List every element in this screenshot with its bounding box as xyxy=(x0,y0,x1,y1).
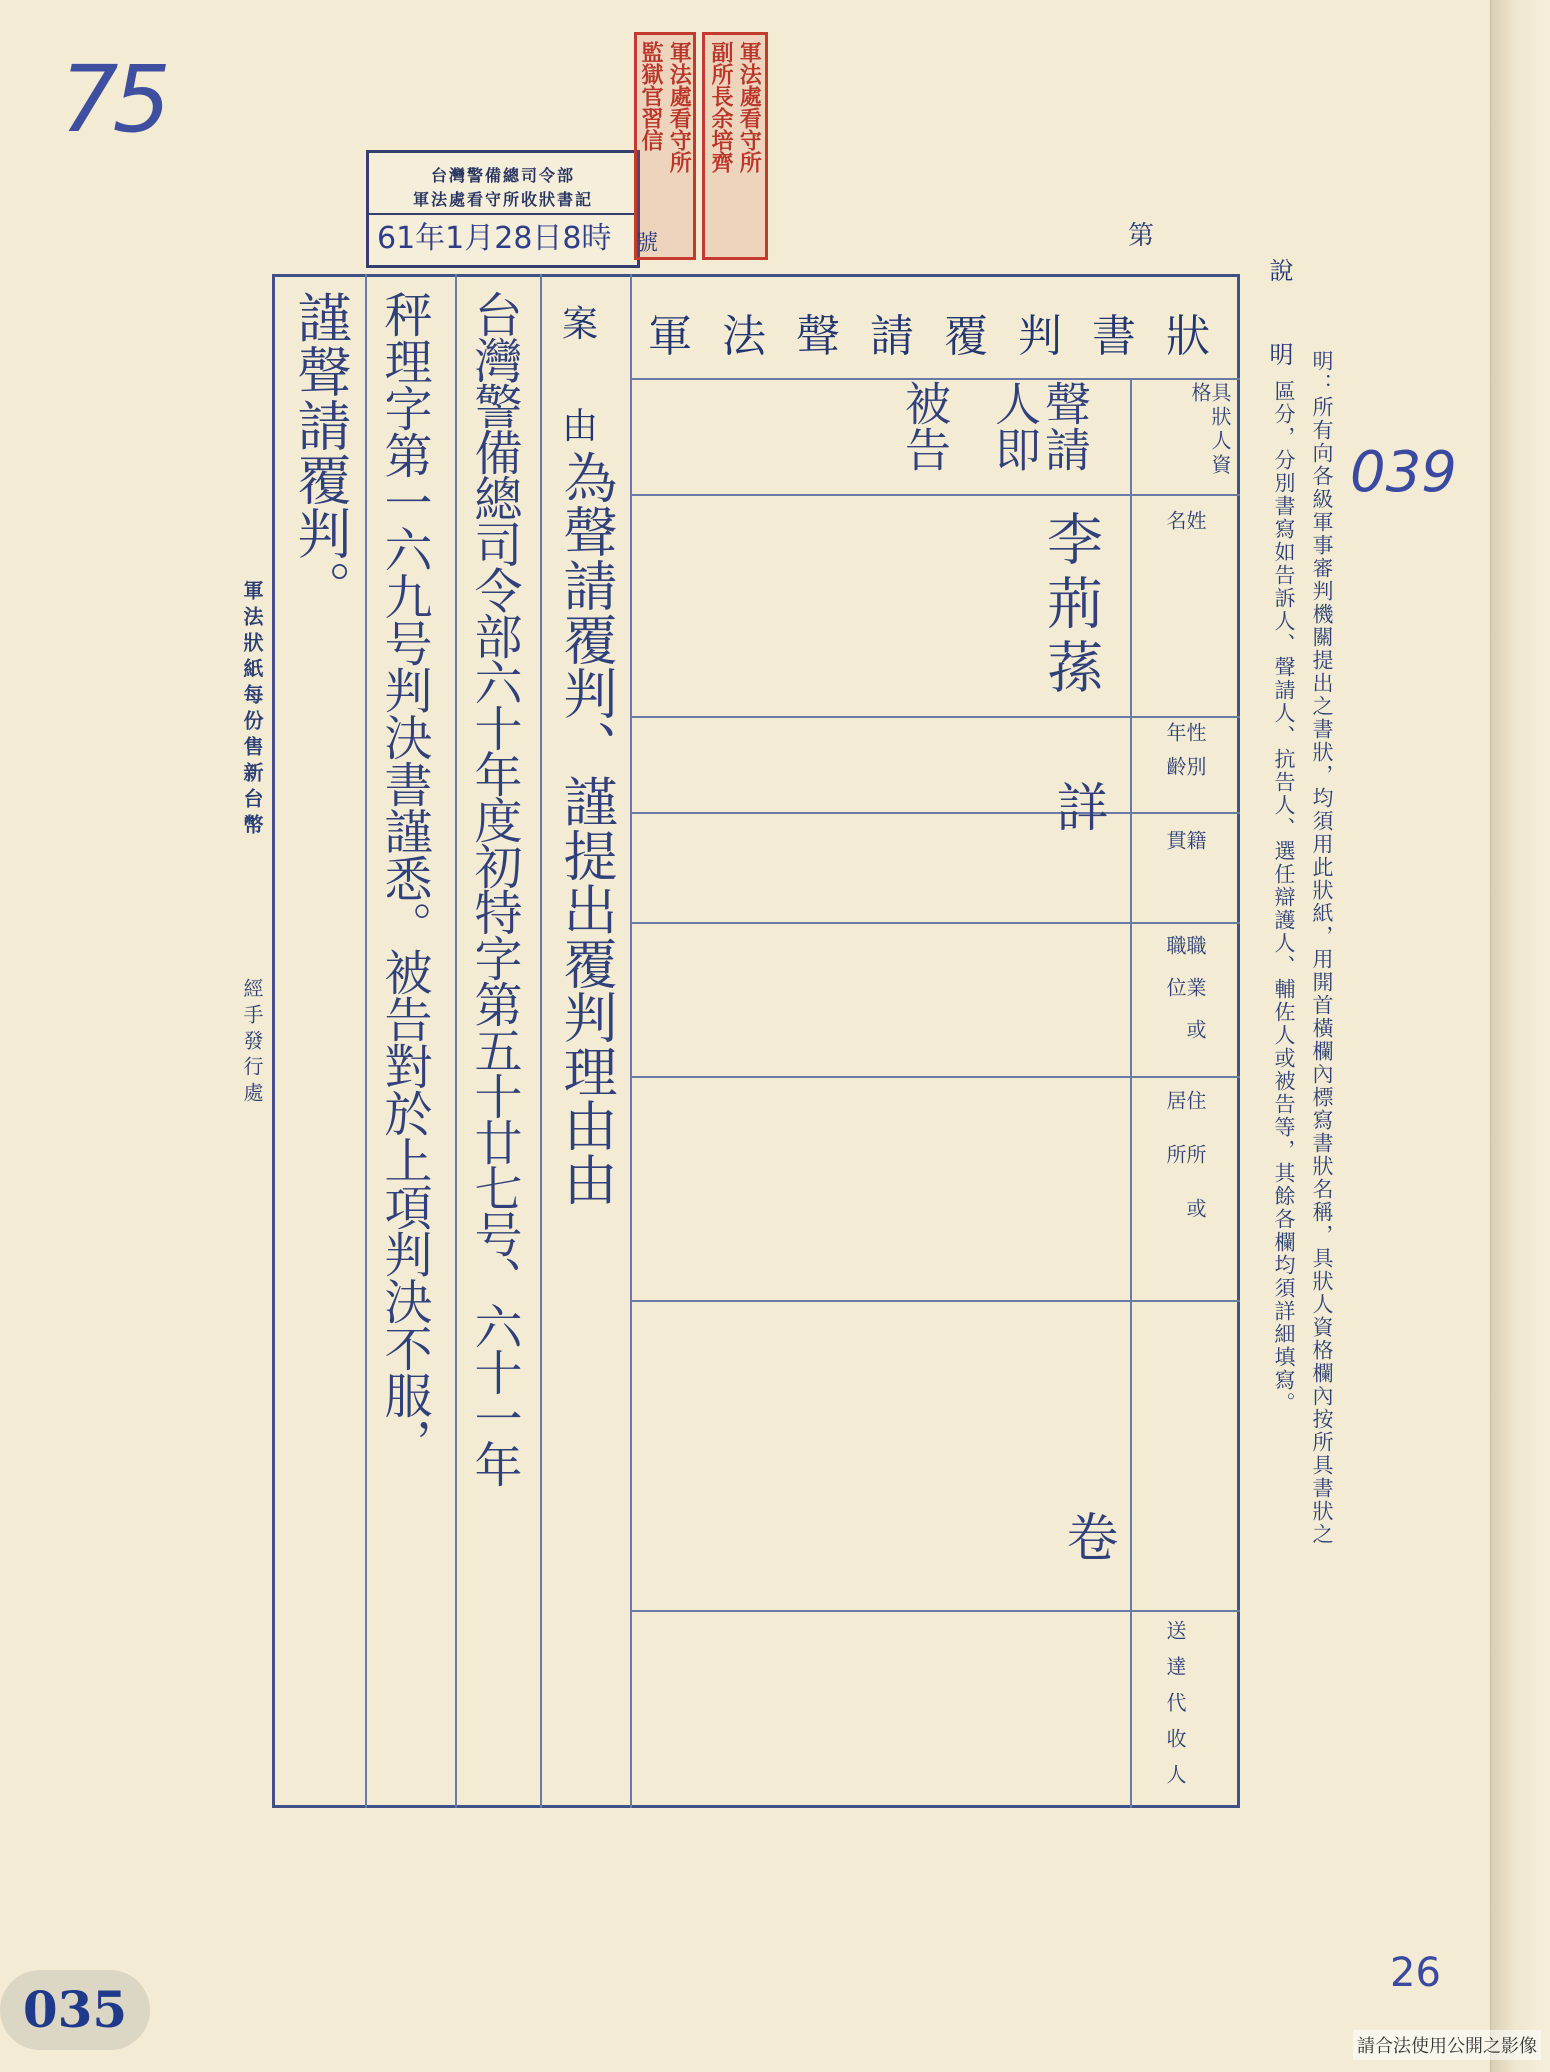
row-divider xyxy=(630,812,1240,814)
case-body-divider xyxy=(630,274,632,1808)
name-value: 李荊蓀 xyxy=(1038,510,1103,702)
field-label-name: 姓名 xyxy=(1163,510,1207,680)
red-seal-text: 軍法處看守所 xyxy=(666,41,693,173)
receipt-stamp-divider xyxy=(369,213,637,215)
archive-stamp: 035 xyxy=(0,1970,150,2050)
explanation-text: 區分，分別書寫如告訴人、聲請人、抗告人、選任辯護人、輔佐人或被告等，其餘各欄均須詳細填寫。 xyxy=(1272,380,1296,1415)
qualification-value-2: 人即 xyxy=(988,380,1042,472)
field-label-sex-age: 性別年齡 xyxy=(1163,722,1207,790)
field-label-agent: 送達代收人 xyxy=(1163,1620,1187,1800)
receipt-stamp-line2: 軍法處看守所收狀書記 xyxy=(412,190,593,209)
case-label: 案 xyxy=(562,304,599,345)
case-body-line: 謹聲請覆判。 xyxy=(289,290,352,614)
page-number-039: 039 xyxy=(1350,440,1457,505)
row-divider xyxy=(630,922,1240,924)
row-divider xyxy=(630,1610,1240,1612)
receipt-stamp-line1: 台灣警備總司令部 xyxy=(430,166,575,185)
corner-number: 75 xyxy=(60,46,166,153)
explanation-text: 明：所有向各級軍事審判機關提出之書狀，均須用此狀紙，用開首橫欄內標寫書狀名稱，具狀人資格欄內按所具書狀之 xyxy=(1310,350,1334,1546)
receipt-stamp-date: 61年1月28日8時 xyxy=(377,221,612,256)
field-label-occupation: 職業或職位 xyxy=(1163,935,1207,1061)
case-reason-label: 由 xyxy=(562,406,599,447)
sequence-mark: 第 xyxy=(1128,221,1155,251)
row-divider xyxy=(630,494,1240,496)
paper-edge xyxy=(1490,0,1550,2072)
red-seal-text: 監獄官習信 xyxy=(638,41,664,151)
origin-value: 詳 xyxy=(1047,780,1107,832)
issuer-note: 經手發行處 xyxy=(240,978,264,1108)
red-seal-text: 軍法處看守所 xyxy=(736,41,763,173)
usage-notice: 請合法使用公開之影像 xyxy=(1353,2030,1541,2060)
body-line-divider xyxy=(365,274,367,1808)
page-number-26: 26 xyxy=(1390,1950,1441,1996)
field-label-address: 住所或居所 xyxy=(1163,1090,1207,1252)
case-column-divider xyxy=(540,274,542,1808)
field-label-origin: 籍貫 xyxy=(1163,830,1207,920)
explanation-title: 說明 xyxy=(1265,258,1293,426)
qualification-value-1: 聲請 xyxy=(1038,380,1092,472)
qualification-value-3: 被告 xyxy=(898,380,952,472)
body-line-divider xyxy=(455,274,457,1808)
price-note: 軍法狀紙每份售新台幣 xyxy=(240,580,264,840)
case-body-line: 台灣警備總司令部六十年度初特字第五十廿七号、六十一年 xyxy=(466,290,522,1486)
receipt-stamp xyxy=(366,150,640,268)
red-seal-text: 副所長余培齊 xyxy=(708,41,734,173)
red-seal-deputy-director xyxy=(702,32,768,260)
field-label-divider xyxy=(1130,380,1132,1808)
field-label-qualification: 具狀人資格 xyxy=(1188,382,1232,478)
number-mark: 號 xyxy=(636,231,659,256)
row-divider xyxy=(630,1076,1240,1078)
form-title: 軍法聲請覆判書狀 xyxy=(648,311,1240,362)
row-divider xyxy=(630,1300,1240,1302)
row-divider xyxy=(630,716,1240,718)
case-body-line: 秤理字第一六九号判決書謹悉。被告對於上項判決不服， xyxy=(376,290,432,1465)
case-body-line: 為聲請覆判、謹提出覆判理由由 xyxy=(555,450,618,1206)
address-value: 卷 xyxy=(1057,1510,1117,1562)
